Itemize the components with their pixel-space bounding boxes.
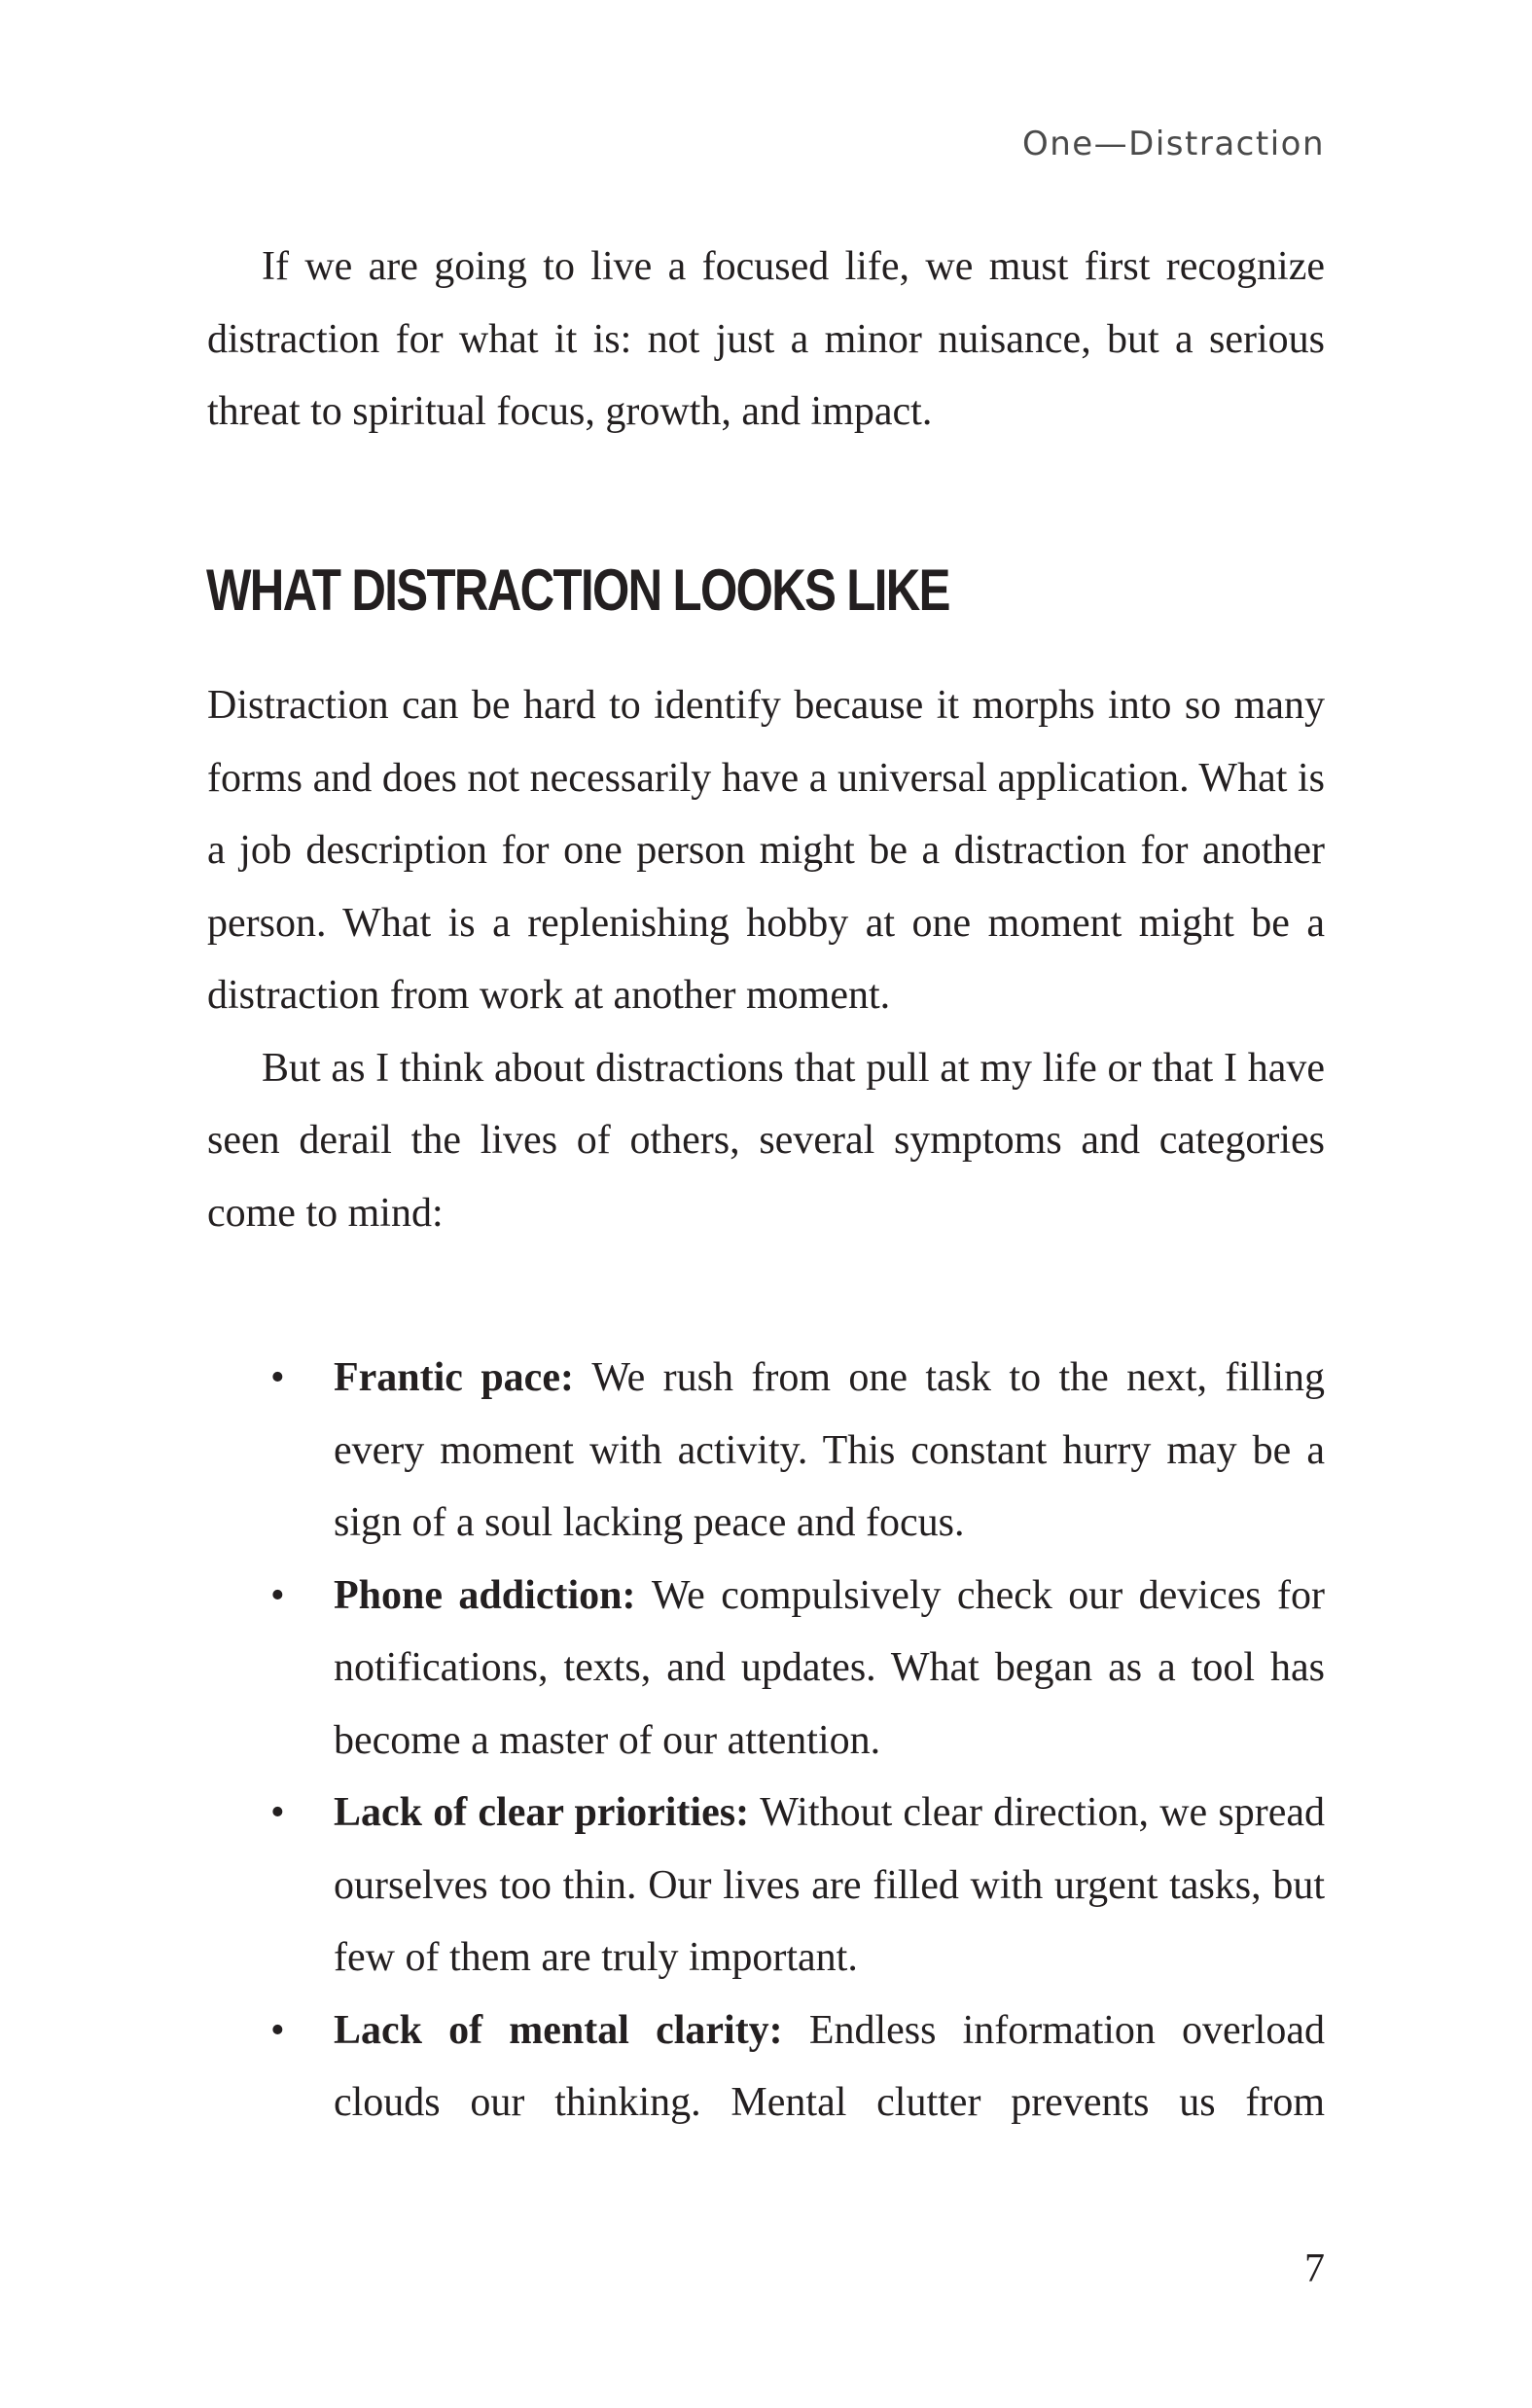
intro-block (207, 231, 1325, 449)
section-body (207, 669, 1325, 1249)
list-item (207, 1777, 1325, 1995)
section-heading: WHAT DISTRACTION LOOKS LIKE (206, 557, 949, 623)
bullet-marker: • (270, 1355, 285, 1400)
list-item-text: Endless information overload clouds our thinking. Mental clutter prevents us from (334, 2007, 1325, 2125)
bullet-marker: • (270, 2007, 285, 2053)
list-item (207, 1560, 1325, 1778)
list-item-term: Frantic pace: (334, 1355, 592, 1400)
list-item-text: We rush from one task to the next, filling every moment with activity. This constant hurry may be a sign of a soul lacking peace and focus. (334, 1355, 1325, 1545)
intro-paragraph: If we are going to live a focused life, we must first recognize distraction for what it is: not just a minor nuisance, but a serious threat to spiritual focus, growth, and impact. (207, 244, 1325, 434)
list-item-term: Phone addiction: (334, 1572, 652, 1618)
list-item (207, 1342, 1325, 1560)
list-item-term: Lack of mental clarity: (334, 2007, 809, 2053)
symptom-list (207, 1342, 1325, 2139)
bullet-marker: • (270, 1790, 285, 1835)
page-number: 7 (1304, 2246, 1325, 2291)
list-item-text: Without clear direction, we spread ourselves too thin. Our lives are filled with urgent tasks, but few of them are truly important. (334, 1790, 1325, 1980)
body-paragraph: Distraction can be hard to identify because it morphs into so many forms and does not necessarily have a universal application. What is a job description for one person might be a distraction for another person. What is a replenishing hobby at one moment might be a distraction from work at another moment. (207, 683, 1325, 1018)
list-item (207, 1995, 1325, 2139)
bullet-marker: • (270, 1572, 285, 1618)
list-item-text: We compulsively check our devices for notifications, texts, and updates. What began as a tool has become a master of our attention. (334, 1572, 1325, 1763)
running-head: One—Distraction (1021, 125, 1325, 163)
body-paragraph: But as I think about distractions that pull at my life or that I have seen derail the lives of others, several symptoms and categories come to mind: (207, 1045, 1325, 1236)
list-item-term: Lack of clear priorities: (334, 1790, 761, 1835)
